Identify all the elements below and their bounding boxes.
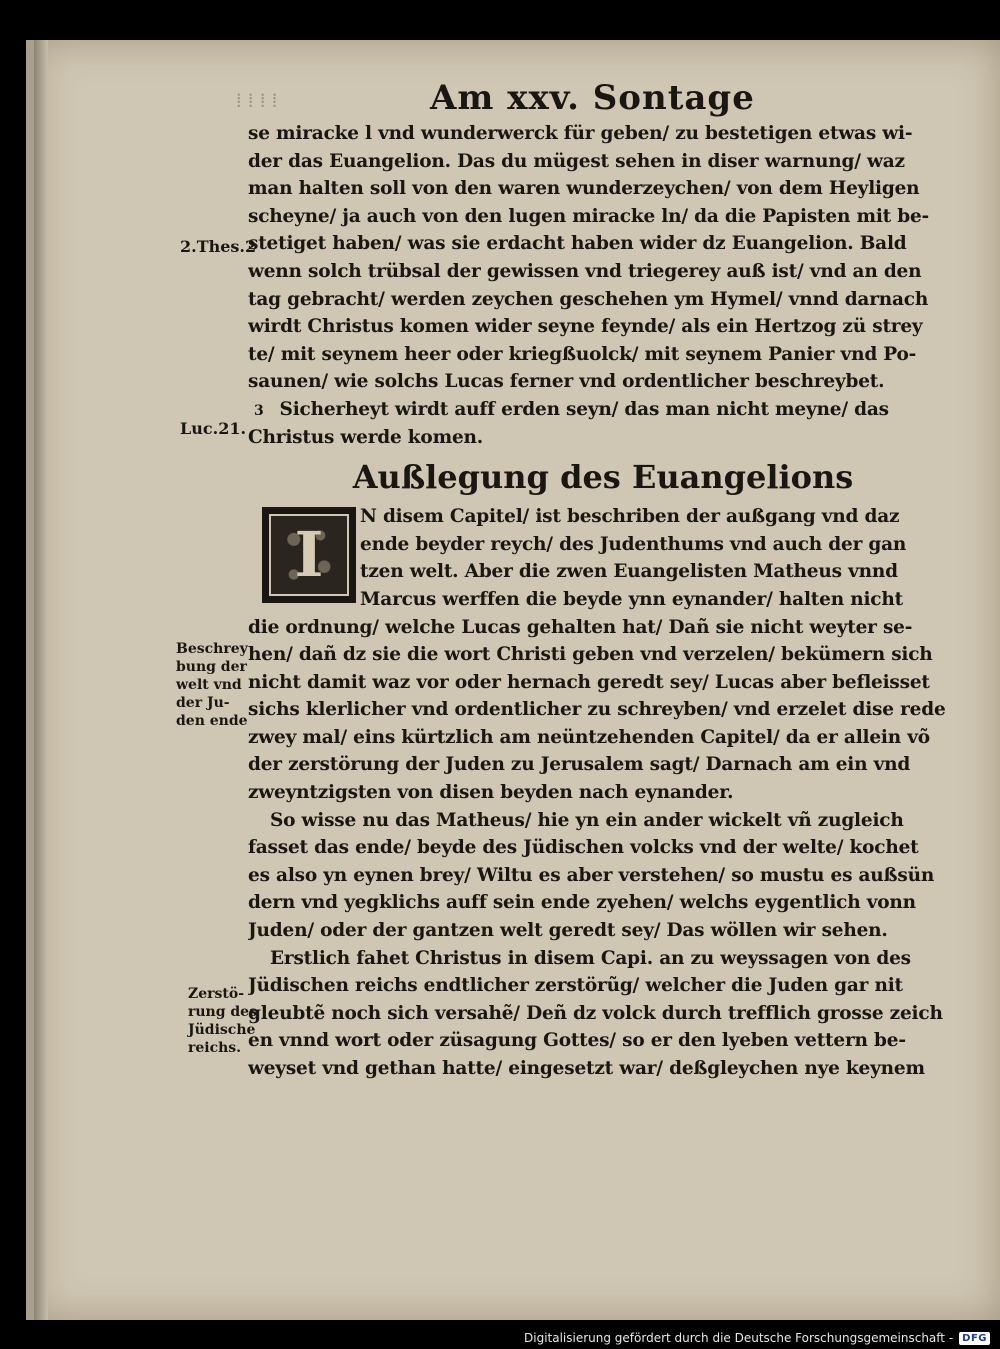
text-line: tzen welt. Aber die zwen Euangelisten Matheus vnnd <box>360 561 898 583</box>
margin-note-line: rung des <box>188 1004 257 1020</box>
margin-note-thess: 2.Thes.2 <box>180 237 257 256</box>
point-three-line: Christus werde komen. <box>248 426 483 448</box>
margin-note-line: Zerstö- <box>188 986 244 1002</box>
text-line: die ordnung/ welche Lucas gehalten hat/ Dañ sie nicht weyter se- <box>248 616 913 638</box>
margin-note-line: Beschrey <box>176 641 248 657</box>
dfg-logo: DFG <box>959 1332 990 1345</box>
initial-paragraph <box>248 503 948 613</box>
margin-note-line: bung der <box>176 659 247 675</box>
text-line: tag gebracht/ werden zeychen geschehen ym Hymel/ vnnd darnach <box>248 288 929 310</box>
footer-credit <box>524 1329 990 1347</box>
section-title: Außlegung des Euangelions <box>352 458 854 497</box>
margin-note-luc: Luc.21. <box>180 419 247 438</box>
top-text-block <box>248 120 948 396</box>
text-line: wenn solch trübsal der gewissen vnd triegerey auß ist/ vnd an den <box>248 260 922 282</box>
text-line: man halten soll von den waren wunderzeychen/ von dem Heyligen <box>248 178 920 200</box>
text-line: wirdt Christus komen wider seyne feynde/ als ein Hertzog zü strey <box>248 316 923 338</box>
text-line: te/ mit seynem heer oder kriegßuolck/ mit seynem Panier vnd Po- <box>248 343 917 365</box>
margin-note-line: reichs. <box>188 1040 242 1056</box>
running-head: Am xxv. Sontage <box>430 78 755 118</box>
page-body <box>248 120 948 1083</box>
paragraph-three <box>248 945 948 1083</box>
point-three-marker: 3 <box>254 402 264 419</box>
text-line: So wisse nu das Matheus/ hie yn ein ander wickelt vñ zugleich <box>270 809 904 831</box>
drop-cap-ornament <box>269 514 349 596</box>
text-line: zwey mal/ eins kürtzlich am neüntzehenden Capitel/ da er allein võ <box>248 726 930 748</box>
text-line: scheyne/ ja auch von den lugen miracke ln/ da die Papisten mit be- <box>248 205 930 227</box>
margin-note-line: der Ju- <box>176 695 230 711</box>
margin-note-zerstoerung <box>188 985 257 1057</box>
text-line: Erstlich fahet Christus in disem Capi. an zu weyssagen von des <box>270 947 911 969</box>
margin-note-beschreybung <box>176 640 248 730</box>
point-three-text: Sicherheyt wirdt auff erden seyn/ das man nicht meyne/ das <box>279 398 889 420</box>
text-line: sichs klerlicher vnd ordentlicher zu schreyben/ vnd erzelet dise rede <box>248 699 946 721</box>
paragraph-two <box>248 807 948 945</box>
text-line: N disem Capitel/ ist beschriben der außgang vnd daz <box>360 506 900 528</box>
text-line: stetiget haben/ was sie erdacht haben wider dz Euangelion. Bald <box>248 233 907 255</box>
page-spine <box>34 40 48 1320</box>
margin-note-line: welt vnd <box>176 677 242 693</box>
text-line: es also yn eynen brey/ Wiltu es aber verstehen/ so mustu es außsün <box>248 864 935 886</box>
text-line: saunen/ wie solchs Lucas ferner vnd ordentlicher beschreybet. <box>248 371 885 393</box>
text-line: Jüdischen reichs endtlicher zerstörũg/ welcher die Juden gar nit <box>248 975 903 997</box>
margin-note-line: den ende <box>176 713 248 729</box>
footer-credit-text: Digitalisierung gefördert durch die Deutsche Forschungsgemeinschaft - <box>524 1331 954 1345</box>
margin-note-line: Jüdische <box>188 1022 256 1038</box>
middle-text-block <box>248 614 948 807</box>
text-line: ende beyder reych/ des Judenthums vnd auch der gan <box>360 533 907 555</box>
drop-cap-woodcut <box>262 507 356 603</box>
text-line: en vnnd wort oder züsagung Gottes/ so er den lyeben vettern be- <box>248 1030 906 1052</box>
text-line: Marcus werffen die beyde ynn eynander/ halten nicht <box>360 588 903 610</box>
text-line: zweyntzigsten von disen beyden nach eynander. <box>248 782 734 804</box>
header-ornament: ⁞ ⁞ ⁞ ⁞ <box>236 88 278 112</box>
text-line: der zerstörung der Juden zu Jerusalem sagt/ Darnach am ein vnd <box>248 754 911 776</box>
text-line: dern vnd yegklichs auff sein ende zyehen/ welchs eygentlich vonn <box>248 892 916 914</box>
text-line: Juden/ oder der gantzen welt geredt sey/ Das wöllen wir sehen. <box>248 920 888 942</box>
text-line: hen/ dañ dz sie die wort Christi geben vnd verzelen/ bekümern sich <box>248 644 933 666</box>
text-line: se miracke l vnd wunderwerck für geben/ zu bestetigen etwas wi- <box>248 123 913 144</box>
text-line: weyset vnd gethan hatte/ eingesetzt war/ deßgleychen nye keynem <box>248 1058 925 1079</box>
point-three-line <box>248 396 948 424</box>
drop-cap-letter: I <box>294 518 324 592</box>
text-line: gleubtẽ noch sich versahẽ/ Deñ dz volck durch trefflich grosse zeich <box>248 1002 943 1024</box>
text-line: nicht damit waz vor oder hernach geredt sey/ Lucas aber befleisset <box>248 671 930 693</box>
text-line: der das Euangelion. Das du mügest sehen in diser warnung/ waz <box>248 150 905 172</box>
text-line: fasset das ende/ beyde des Jüdischen volcks vnd der welte/ kochet <box>248 837 919 859</box>
